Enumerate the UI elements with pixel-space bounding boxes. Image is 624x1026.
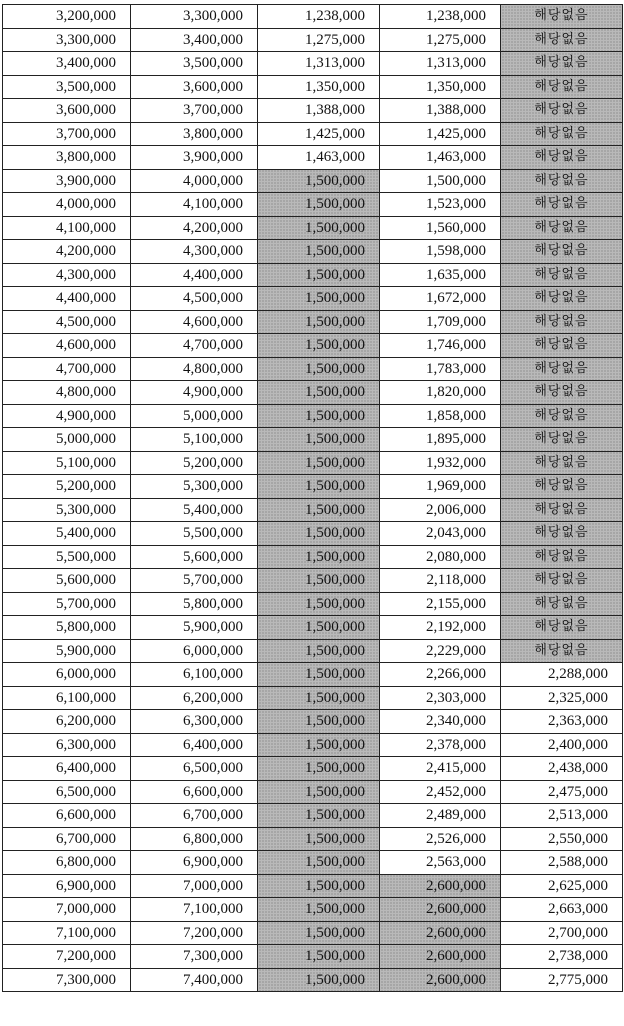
table-cell-col4: 2,378,000 <box>380 733 501 757</box>
table-cell-col3: 1,500,000 <box>258 545 380 569</box>
table-cell-col1: 3,200,000 <box>3 5 131 29</box>
table-cell-col1: 3,400,000 <box>3 52 131 76</box>
table-row <box>3 851 623 875</box>
table-cell-col4: 1,388,000 <box>380 99 501 123</box>
table-cell-col3: 1,500,000 <box>258 334 380 358</box>
table-cell-col4: 1,895,000 <box>380 428 501 452</box>
table-cell-col1: 6,200,000 <box>3 710 131 734</box>
table-cell-col4: 2,080,000 <box>380 545 501 569</box>
table-cell-col3: 1,500,000 <box>258 898 380 922</box>
table-cell-col2: 6,600,000 <box>131 780 258 804</box>
table-cell-col1: 3,500,000 <box>3 75 131 99</box>
table-cell-col5: 2,663,000 <box>501 898 623 922</box>
table-row <box>3 545 623 569</box>
table-cell-col3: 1,500,000 <box>258 733 380 757</box>
table-cell-col1: 7,300,000 <box>3 968 131 992</box>
table-cell-col2: 3,500,000 <box>131 52 258 76</box>
not-applicable-cell: 해당없음 <box>501 263 623 287</box>
table-cell-col1: 3,600,000 <box>3 99 131 123</box>
table-cell-col2: 4,900,000 <box>131 381 258 405</box>
table-cell-col4: 2,303,000 <box>380 686 501 710</box>
table-cell-col4: 1,560,000 <box>380 216 501 240</box>
table-cell-col4: 2,563,000 <box>380 851 501 875</box>
table-row <box>3 357 623 381</box>
table-cell-col1: 4,400,000 <box>3 287 131 311</box>
table-cell-col4: 1,783,000 <box>380 357 501 381</box>
table-cell-col4: 2,266,000 <box>380 663 501 687</box>
table-cell-col4: 1,598,000 <box>380 240 501 264</box>
table-cell-col4: 2,043,000 <box>380 522 501 546</box>
table-row <box>3 945 623 969</box>
table-cell-col4: 2,229,000 <box>380 639 501 663</box>
not-applicable-cell: 해당없음 <box>501 193 623 217</box>
table-row <box>3 757 623 781</box>
table-cell-col3: 1,500,000 <box>258 404 380 428</box>
table-cell-col2: 6,400,000 <box>131 733 258 757</box>
table-cell-col3: 1,500,000 <box>258 498 380 522</box>
table-cell-col1: 6,400,000 <box>3 757 131 781</box>
table-row <box>3 569 623 593</box>
table-cell-col1: 6,700,000 <box>3 827 131 851</box>
table-cell-col1: 4,800,000 <box>3 381 131 405</box>
table-row <box>3 381 623 405</box>
table-cell-col3: 1,500,000 <box>258 780 380 804</box>
table-cell-col2: 4,400,000 <box>131 263 258 287</box>
table-cell-col2: 5,700,000 <box>131 569 258 593</box>
table-cell-col1: 4,200,000 <box>3 240 131 264</box>
table-row <box>3 310 623 334</box>
table-cell-col4: 2,192,000 <box>380 616 501 640</box>
table-cell-col3: 1,500,000 <box>258 921 380 945</box>
table-cell-col3: 1,500,000 <box>258 945 380 969</box>
table-cell-col3: 1,500,000 <box>258 381 380 405</box>
table-cell-col1: 6,600,000 <box>3 804 131 828</box>
table-cell-col3: 1,500,000 <box>258 569 380 593</box>
table-cell-col5: 2,738,000 <box>501 945 623 969</box>
table-cell-col2: 6,700,000 <box>131 804 258 828</box>
not-applicable-cell: 해당없음 <box>501 99 623 123</box>
table-row <box>3 263 623 287</box>
not-applicable-cell: 해당없음 <box>501 404 623 428</box>
table-cell-col3: 1,500,000 <box>258 827 380 851</box>
table-cell-col1: 7,200,000 <box>3 945 131 969</box>
table-cell-col1: 7,100,000 <box>3 921 131 945</box>
table-cell-col4: 1,350,000 <box>380 75 501 99</box>
table-cell-col2: 3,400,000 <box>131 28 258 52</box>
table-cell-col2: 7,300,000 <box>131 945 258 969</box>
table-cell-col2: 6,500,000 <box>131 757 258 781</box>
table-row <box>3 193 623 217</box>
table-cell-col4: 2,155,000 <box>380 592 501 616</box>
table-cell-col2: 4,000,000 <box>131 169 258 193</box>
table-cell-col3: 1,500,000 <box>258 263 380 287</box>
table-cell-col4: 1,500,000 <box>380 169 501 193</box>
table-cell-col4: 2,006,000 <box>380 498 501 522</box>
table-cell-col5: 2,288,000 <box>501 663 623 687</box>
table-cell-col2: 5,300,000 <box>131 475 258 499</box>
table-cell-col3: 1,500,000 <box>258 357 380 381</box>
table-body <box>3 5 623 992</box>
table-row <box>3 28 623 52</box>
table-cell-col2: 5,000,000 <box>131 404 258 428</box>
table-cell-col4: 2,600,000 <box>380 898 501 922</box>
table-cell-col2: 4,500,000 <box>131 287 258 311</box>
table-cell-col3: 1,313,000 <box>258 52 380 76</box>
income-bracket-table <box>2 4 623 992</box>
table-row <box>3 827 623 851</box>
table-row <box>3 287 623 311</box>
table-cell-col3: 1,238,000 <box>258 5 380 29</box>
table-cell-col1: 4,700,000 <box>3 357 131 381</box>
table-cell-col1: 6,900,000 <box>3 874 131 898</box>
table-row <box>3 475 623 499</box>
table-cell-col5: 2,775,000 <box>501 968 623 992</box>
table-row <box>3 99 623 123</box>
table-cell-col2: 6,300,000 <box>131 710 258 734</box>
table-cell-col4: 2,600,000 <box>380 874 501 898</box>
table-cell-col4: 1,969,000 <box>380 475 501 499</box>
table-cell-col4: 2,600,000 <box>380 968 501 992</box>
table-cell-col4: 1,820,000 <box>380 381 501 405</box>
table-cell-col1: 4,300,000 <box>3 263 131 287</box>
table-cell-col2: 4,600,000 <box>131 310 258 334</box>
table-row <box>3 663 623 687</box>
table-cell-col1: 4,600,000 <box>3 334 131 358</box>
table-cell-col5: 2,625,000 <box>501 874 623 898</box>
table-cell-col3: 1,500,000 <box>258 287 380 311</box>
table-cell-col2: 5,400,000 <box>131 498 258 522</box>
table-cell-col1: 4,100,000 <box>3 216 131 240</box>
table-cell-col2: 4,700,000 <box>131 334 258 358</box>
table-cell-col5: 2,363,000 <box>501 710 623 734</box>
table-cell-col5: 2,550,000 <box>501 827 623 851</box>
not-applicable-cell: 해당없음 <box>501 451 623 475</box>
table-cell-col2: 5,800,000 <box>131 592 258 616</box>
table-cell-col5: 2,325,000 <box>501 686 623 710</box>
table-cell-col3: 1,500,000 <box>258 522 380 546</box>
table-cell-col3: 1,500,000 <box>258 663 380 687</box>
table-cell-col4: 1,746,000 <box>380 334 501 358</box>
not-applicable-cell: 해당없음 <box>501 381 623 405</box>
table-row <box>3 451 623 475</box>
table-cell-col5: 2,513,000 <box>501 804 623 828</box>
not-applicable-cell: 해당없음 <box>501 146 623 170</box>
not-applicable-cell: 해당없음 <box>501 310 623 334</box>
table-cell-col5: 2,400,000 <box>501 733 623 757</box>
table-cell-col4: 1,709,000 <box>380 310 501 334</box>
table-cell-col4: 2,415,000 <box>380 757 501 781</box>
table-cell-col2: 3,300,000 <box>131 5 258 29</box>
not-applicable-cell: 해당없음 <box>501 357 623 381</box>
table-row <box>3 710 623 734</box>
table-cell-col3: 1,500,000 <box>258 475 380 499</box>
table-cell-col3: 1,500,000 <box>258 710 380 734</box>
table-cell-col5: 2,438,000 <box>501 757 623 781</box>
table-cell-col3: 1,500,000 <box>258 639 380 663</box>
table-row <box>3 780 623 804</box>
table-cell-col2: 5,900,000 <box>131 616 258 640</box>
table-cell-col1: 5,700,000 <box>3 592 131 616</box>
table-cell-col4: 2,340,000 <box>380 710 501 734</box>
table-cell-col2: 6,100,000 <box>131 663 258 687</box>
table-row <box>3 169 623 193</box>
table-cell-col4: 2,600,000 <box>380 945 501 969</box>
table-row <box>3 52 623 76</box>
table-cell-col2: 5,200,000 <box>131 451 258 475</box>
table-cell-col3: 1,500,000 <box>258 757 380 781</box>
table-cell-col4: 1,672,000 <box>380 287 501 311</box>
table-row <box>3 639 623 663</box>
table-cell-col4: 1,858,000 <box>380 404 501 428</box>
not-applicable-cell: 해당없음 <box>501 592 623 616</box>
not-applicable-cell: 해당없음 <box>501 240 623 264</box>
table-cell-col3: 1,500,000 <box>258 874 380 898</box>
table-row <box>3 592 623 616</box>
not-applicable-cell: 해당없음 <box>501 522 623 546</box>
table-cell-col2: 4,100,000 <box>131 193 258 217</box>
not-applicable-cell: 해당없음 <box>501 616 623 640</box>
table-cell-col1: 6,000,000 <box>3 663 131 687</box>
table-cell-col2: 7,400,000 <box>131 968 258 992</box>
table-row <box>3 334 623 358</box>
table-cell-col1: 4,000,000 <box>3 193 131 217</box>
table-row <box>3 921 623 945</box>
table-cell-col1: 6,100,000 <box>3 686 131 710</box>
table-cell-col2: 6,000,000 <box>131 639 258 663</box>
table-row <box>3 522 623 546</box>
table-cell-col1: 7,000,000 <box>3 898 131 922</box>
not-applicable-cell: 해당없음 <box>501 216 623 240</box>
table-row <box>3 874 623 898</box>
table-cell-col2: 3,600,000 <box>131 75 258 99</box>
table-row <box>3 216 623 240</box>
table-cell-col1: 6,500,000 <box>3 780 131 804</box>
table-cell-col3: 1,500,000 <box>258 216 380 240</box>
table-cell-col4: 1,313,000 <box>380 52 501 76</box>
table-cell-col3: 1,500,000 <box>258 592 380 616</box>
not-applicable-cell: 해당없음 <box>501 75 623 99</box>
not-applicable-cell: 해당없음 <box>501 334 623 358</box>
not-applicable-cell: 해당없음 <box>501 28 623 52</box>
table-cell-col1: 4,500,000 <box>3 310 131 334</box>
table-cell-col2: 3,700,000 <box>131 99 258 123</box>
table-cell-col4: 1,425,000 <box>380 122 501 146</box>
table-cell-col2: 5,100,000 <box>131 428 258 452</box>
table-cell-col2: 3,800,000 <box>131 122 258 146</box>
not-applicable-cell: 해당없음 <box>501 169 623 193</box>
table-cell-col1: 5,600,000 <box>3 569 131 593</box>
table-cell-col3: 1,463,000 <box>258 146 380 170</box>
table-cell-col4: 1,523,000 <box>380 193 501 217</box>
table-row <box>3 146 623 170</box>
table-cell-col1: 5,900,000 <box>3 639 131 663</box>
not-applicable-cell: 해당없음 <box>501 639 623 663</box>
table-cell-col1: 3,900,000 <box>3 169 131 193</box>
table-row <box>3 686 623 710</box>
table-cell-col1: 5,400,000 <box>3 522 131 546</box>
table-cell-col3: 1,500,000 <box>258 428 380 452</box>
table-cell-col5: 2,475,000 <box>501 780 623 804</box>
table-row <box>3 498 623 522</box>
table-cell-col3: 1,275,000 <box>258 28 380 52</box>
table-cell-col3: 1,500,000 <box>258 804 380 828</box>
table-cell-col1: 3,300,000 <box>3 28 131 52</box>
table-cell-col2: 5,600,000 <box>131 545 258 569</box>
table-cell-col1: 5,500,000 <box>3 545 131 569</box>
table-row <box>3 404 623 428</box>
not-applicable-cell: 해당없음 <box>501 52 623 76</box>
table-cell-col3: 1,500,000 <box>258 616 380 640</box>
table-cell-col2: 4,200,000 <box>131 216 258 240</box>
table-cell-col4: 2,600,000 <box>380 921 501 945</box>
table-cell-col4: 2,452,000 <box>380 780 501 804</box>
table-cell-col3: 1,388,000 <box>258 99 380 123</box>
table-cell-col3: 1,500,000 <box>258 310 380 334</box>
table-cell-col4: 2,118,000 <box>380 569 501 593</box>
table-cell-col3: 1,425,000 <box>258 122 380 146</box>
table-cell-col2: 4,300,000 <box>131 240 258 264</box>
table-cell-col4: 1,463,000 <box>380 146 501 170</box>
table-cell-col2: 7,100,000 <box>131 898 258 922</box>
table-cell-col5: 2,588,000 <box>501 851 623 875</box>
table-cell-col1: 5,000,000 <box>3 428 131 452</box>
table-cell-col1: 3,700,000 <box>3 122 131 146</box>
not-applicable-cell: 해당없음 <box>501 428 623 452</box>
table-cell-col1: 5,200,000 <box>3 475 131 499</box>
table-cell-col2: 4,800,000 <box>131 357 258 381</box>
table-cell-col3: 1,500,000 <box>258 968 380 992</box>
table-cell-col3: 1,500,000 <box>258 169 380 193</box>
table-cell-col1: 6,800,000 <box>3 851 131 875</box>
not-applicable-cell: 해당없음 <box>501 475 623 499</box>
table-cell-col3: 1,500,000 <box>258 686 380 710</box>
table-cell-col3: 1,500,000 <box>258 240 380 264</box>
table-cell-col1: 5,800,000 <box>3 616 131 640</box>
table-row <box>3 733 623 757</box>
table-row <box>3 616 623 640</box>
table-cell-col3: 1,500,000 <box>258 193 380 217</box>
table-cell-col3: 1,500,000 <box>258 851 380 875</box>
not-applicable-cell: 해당없음 <box>501 5 623 29</box>
table-cell-col2: 7,000,000 <box>131 874 258 898</box>
table-cell-col4: 2,526,000 <box>380 827 501 851</box>
table-row <box>3 240 623 264</box>
not-applicable-cell: 해당없음 <box>501 569 623 593</box>
table-cell-col2: 6,800,000 <box>131 827 258 851</box>
table-cell-col3: 1,350,000 <box>258 75 380 99</box>
not-applicable-cell: 해당없음 <box>501 545 623 569</box>
table-row <box>3 968 623 992</box>
table-cell-col2: 6,900,000 <box>131 851 258 875</box>
table-row <box>3 5 623 29</box>
table-cell-col2: 7,200,000 <box>131 921 258 945</box>
table-cell-col2: 3,900,000 <box>131 146 258 170</box>
table-row <box>3 75 623 99</box>
not-applicable-cell: 해당없음 <box>501 498 623 522</box>
table-cell-col1: 6,300,000 <box>3 733 131 757</box>
table-cell-col4: 1,275,000 <box>380 28 501 52</box>
table-cell-col1: 4,900,000 <box>3 404 131 428</box>
table-cell-col5: 2,700,000 <box>501 921 623 945</box>
table-cell-col4: 1,932,000 <box>380 451 501 475</box>
table-row <box>3 428 623 452</box>
not-applicable-cell: 해당없음 <box>501 287 623 311</box>
table-cell-col1: 5,100,000 <box>3 451 131 475</box>
table-cell-col1: 3,800,000 <box>3 146 131 170</box>
table-cell-col4: 1,635,000 <box>380 263 501 287</box>
table-cell-col2: 5,500,000 <box>131 522 258 546</box>
table-cell-col4: 1,238,000 <box>380 5 501 29</box>
not-applicable-cell: 해당없음 <box>501 122 623 146</box>
table-cell-col4: 2,489,000 <box>380 804 501 828</box>
table-cell-col3: 1,500,000 <box>258 451 380 475</box>
table-row <box>3 898 623 922</box>
table-row <box>3 122 623 146</box>
table-row <box>3 804 623 828</box>
table-cell-col2: 6,200,000 <box>131 686 258 710</box>
table-cell-col1: 5,300,000 <box>3 498 131 522</box>
